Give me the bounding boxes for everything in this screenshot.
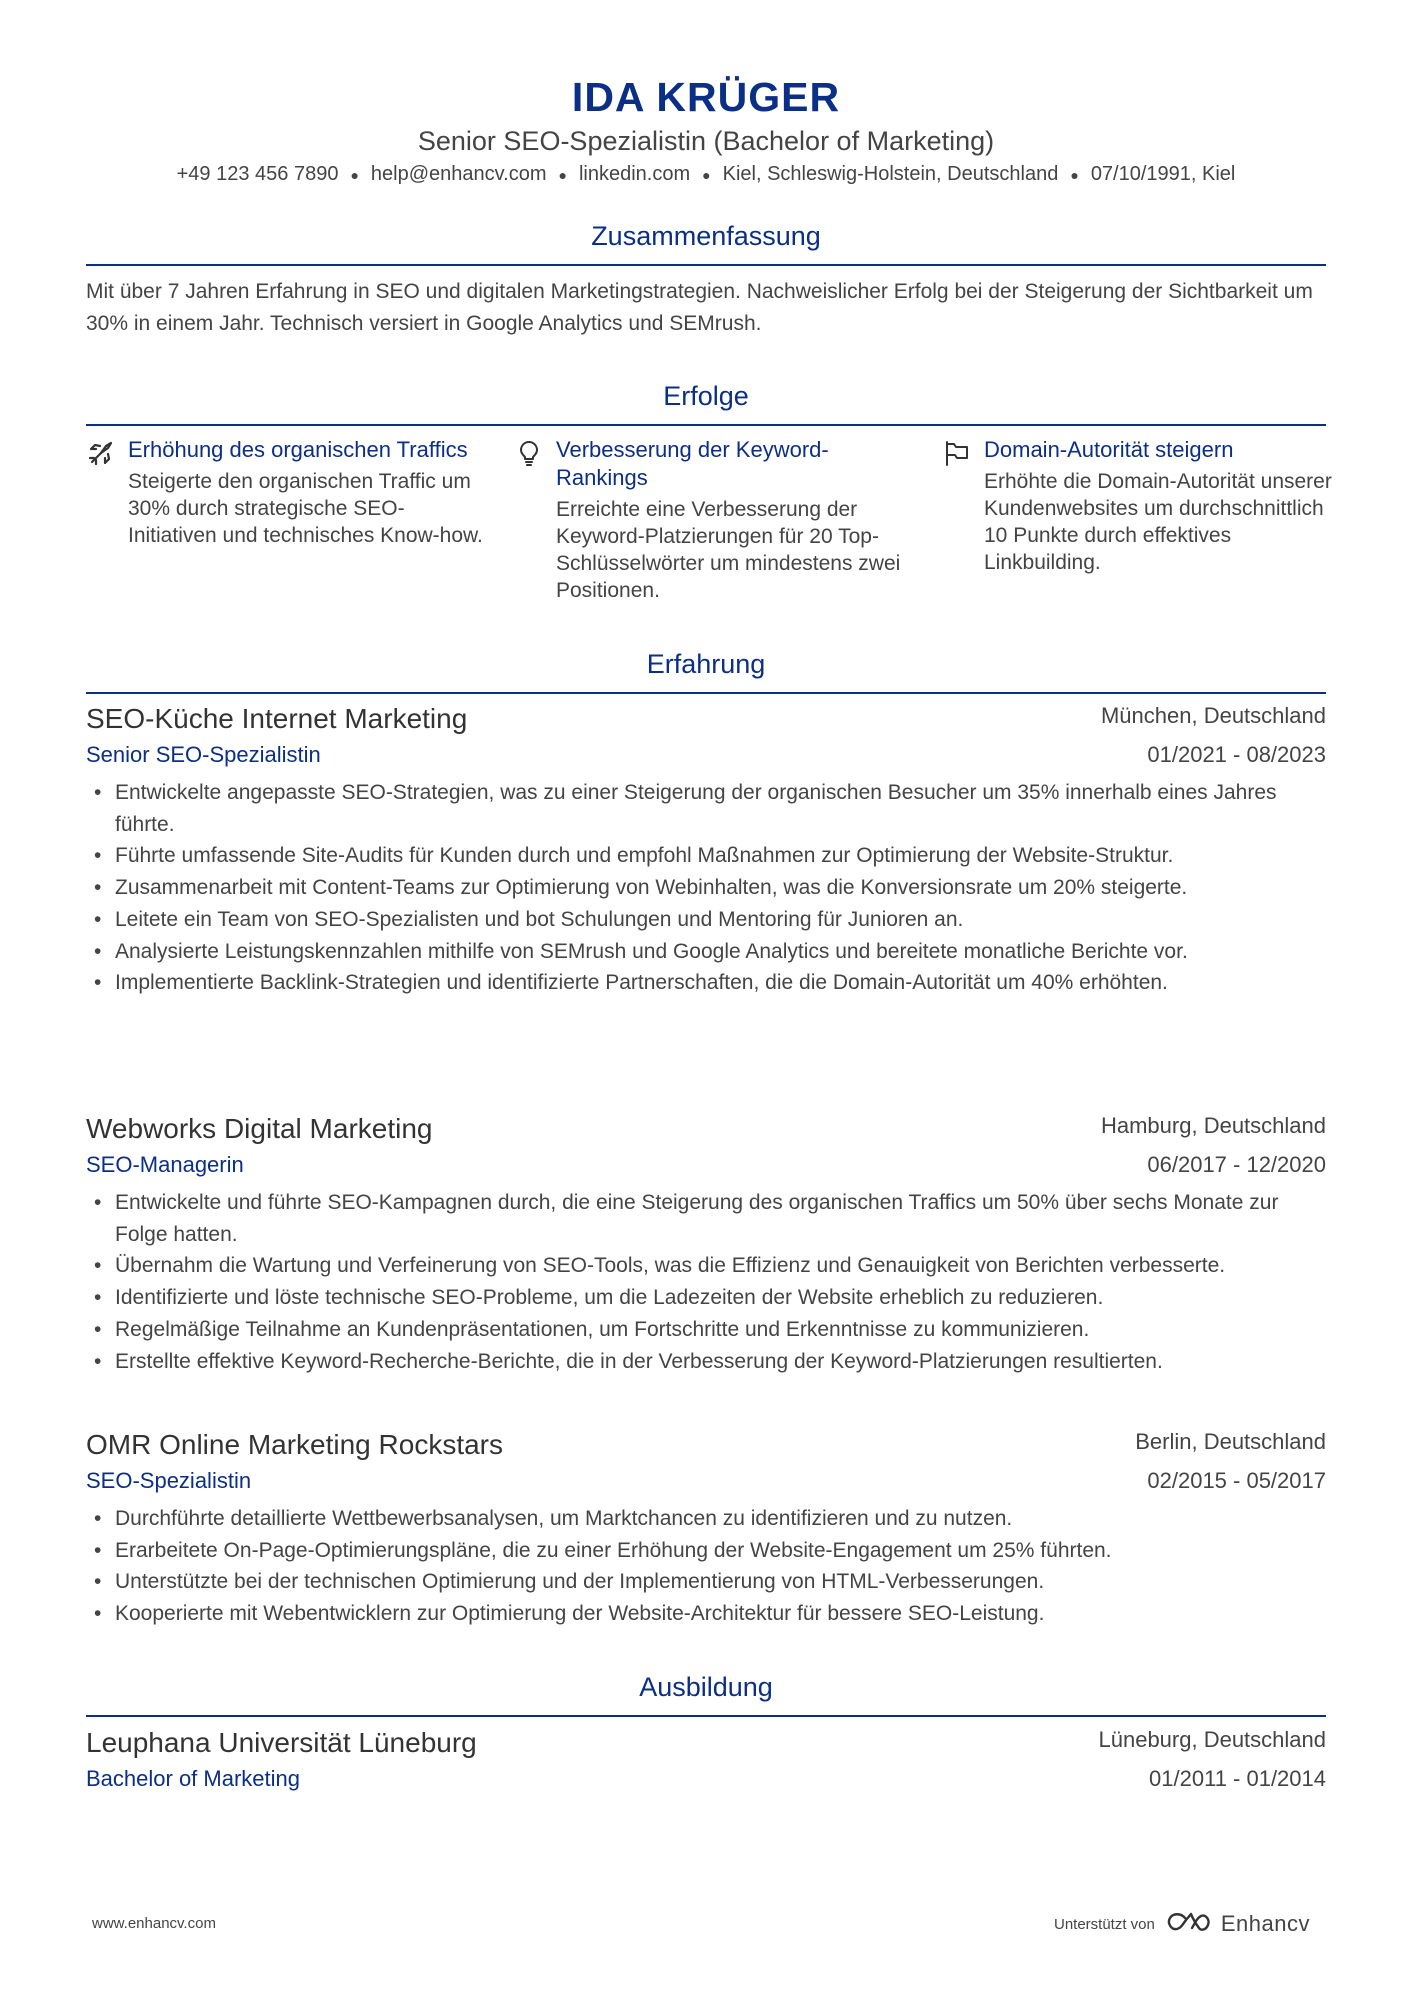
contact-line [86, 163, 1326, 186]
section-divider [86, 692, 1326, 694]
candidate-headline: Senior SEO-Spezialistin (Bachelor of Marketing) [417, 126, 995, 156]
achievement-description: Erreichte eine Verbesserung der Keyword-Platzierungen für 20 Top-Schlüsselwörter um mindestens zwei Positionen. [556, 498, 901, 602]
education-school: Leuphana Universität Lüneburg [86, 1727, 477, 1758]
enhancv-logo-icon [1165, 1910, 1211, 1938]
list-item: • Übernahm die Wartung und Verfeinerung von SEO-Tools, was die Effizienz und Genauigkeit von Berichten verbesserte. [86, 1250, 1326, 1282]
rocket-icon [86, 438, 116, 468]
list-item: • Erstellte effektive Keyword-Recherche-Berichte, die in der Verbesserung der Keyword-Platzierungen resultierten. [86, 1346, 1326, 1378]
job-dates: 06/2017 - 12/2020 [1147, 1152, 1326, 1177]
section-divider [86, 264, 1326, 266]
section-title-education: Ausbildung [639, 1672, 773, 1702]
job-role: Senior SEO-Spezialistin [86, 742, 321, 767]
job-dates: 01/2021 - 08/2023 [1147, 742, 1326, 767]
summary-text: Mit über 7 Jahren Erfahrung in SEO und digitalen Marketingstrategien. Nachweislicher Erfolg bei der Steigerung der Sichtbarkeit um 30% in einem Jahr. Technisch versiert in Google Analytics und SEMrush. [86, 280, 1313, 335]
achievement-title: Erhöhung des organischen Traffics [128, 437, 468, 462]
candidate-name: IDA KRÜGER [571, 74, 841, 120]
achievement-item [86, 436, 486, 549]
list-item: • Unterstützte bei der technischen Optimierung und der Implementierung von HTML-Verbesserungen. [86, 1566, 1326, 1598]
job-bullets [86, 1187, 1326, 1377]
achievement-item [514, 436, 914, 604]
achievement-description: Erhöhte die Domain-Autorität unserer Kundenwebsites um durchschnittlich 10 Punkte durch effektives Linkbuilding. [984, 470, 1332, 574]
section-title-achievements: Erfolge [663, 381, 749, 411]
job-location: München, Deutschland [1100, 703, 1326, 728]
job-role: SEO-Managerin [86, 1152, 244, 1177]
achievement-description: Steigerte den organischen Traffic um 30% durch strategische SEO-Initiativen und technisches Know-how. [128, 470, 483, 547]
list-item: • Entwickelte angepasste SEO-Strategien, was zu einer Steigerung der organischen Besucher um 35% innerhalb eines Jahres führte. [86, 777, 1326, 840]
section-divider [86, 1715, 1326, 1717]
separator-dot: ● [558, 166, 567, 183]
section-title-experience: Erfahrung [646, 649, 766, 679]
footer-branding[interactable] [1054, 1910, 1310, 1938]
flag-icon [942, 438, 972, 468]
section-divider [86, 424, 1326, 426]
list-item: • Durchführte detaillierte Wettbewerbsanalysen, um Marktchancen zu identifizieren und zu nutzen. [86, 1503, 1326, 1535]
list-item: • Entwickelte und führte SEO-Kampagnen durch, die eine Steigerung des organischen Traffics um 50% über sechs Monate zur Folge hatten. [86, 1187, 1326, 1250]
footer-website-link[interactable]: www.enhancv.com [92, 1915, 216, 1932]
job-bullets [86, 1503, 1326, 1630]
achievement-item [942, 436, 1342, 576]
list-item: • Leitete ein Team von SEO-Spezialisten und bot Schulungen und Mentoring für Junioren an. [86, 904, 1326, 936]
linkedin-link[interactable]: linkedin.com [578, 163, 691, 185]
job-company: Webworks Digital Marketing [86, 1113, 433, 1144]
list-item: • Implementierte Backlink-Strategien und identifizierte Partnerschaften, die die Domain-Autorität um 40% erhöhten. [86, 967, 1326, 999]
list-item: • Identifizierte und löste technische SEO-Probleme, um die Ladezeiten der Website erheblich zu reduzieren. [86, 1282, 1326, 1314]
list-item: • Führte umfassende Site-Audits für Kunden durch und empfohl Maßnahmen zur Optimierung der Website-Struktur. [86, 840, 1326, 872]
birth-info: 07/10/1991, Kiel [1090, 163, 1236, 185]
separator-dot: ● [702, 166, 711, 183]
phone[interactable]: +49 123 456 7890 [176, 163, 339, 185]
job-dates: 02/2015 - 05/2017 [1147, 1468, 1326, 1493]
education-location: Lüneburg, Deutschland [1098, 1727, 1326, 1752]
location: Kiel, Schleswig-Holstein, Deutschland [722, 163, 1059, 185]
job-role: SEO-Spezialistin [86, 1468, 252, 1493]
job-bullets [86, 777, 1326, 999]
brand-name: Enhancv [1220, 1911, 1310, 1936]
lightbulb-icon [514, 438, 544, 468]
list-item: • Zusammenarbeit mit Content-Teams zur Optimierung von Webinhalten, was die Konversionsrate um 20% steigerte. [86, 872, 1326, 904]
email[interactable]: help@enhancv.com [370, 163, 547, 185]
list-item: • Kooperierte mit Webentwicklern zur Optimierung der Website-Architektur für bessere SEO-Leistung. [86, 1598, 1326, 1630]
achievement-title: Verbesserung der Keyword-Rankings [556, 437, 829, 490]
list-item: • Analysierte Leistungskennzahlen mithilfe von SEMrush und Google Analytics und bereitete monatliche Berichte vor. [86, 936, 1326, 968]
job-company: SEO-Küche Internet Marketing [86, 703, 468, 734]
achievement-title: Domain-Autorität steigern [984, 437, 1234, 462]
list-item: • Regelmäßige Teilnahme an Kundenpräsentationen, um Fortschritte und Erkenntnisse zu kommunizieren. [86, 1314, 1326, 1346]
job-location: Berlin, Deutschland [1135, 1429, 1326, 1454]
separator-dot: ● [350, 166, 359, 183]
education-degree: Bachelor of Marketing [86, 1766, 300, 1791]
section-title-summary: Zusammenfassung [591, 221, 821, 251]
list-item: • Erarbeitete On-Page-Optimierungspläne, die zu einer Erhöhung der Website-Engagement um 25% führten. [86, 1535, 1326, 1567]
separator-dot: ● [1070, 166, 1079, 183]
education-dates: 01/2011 - 01/2014 [1149, 1766, 1326, 1791]
job-location: Hamburg, Deutschland [1100, 1113, 1326, 1138]
job-company: OMR Online Marketing Rockstars [86, 1429, 504, 1460]
powered-by-label: Unterstützt von [1053, 1915, 1155, 1933]
